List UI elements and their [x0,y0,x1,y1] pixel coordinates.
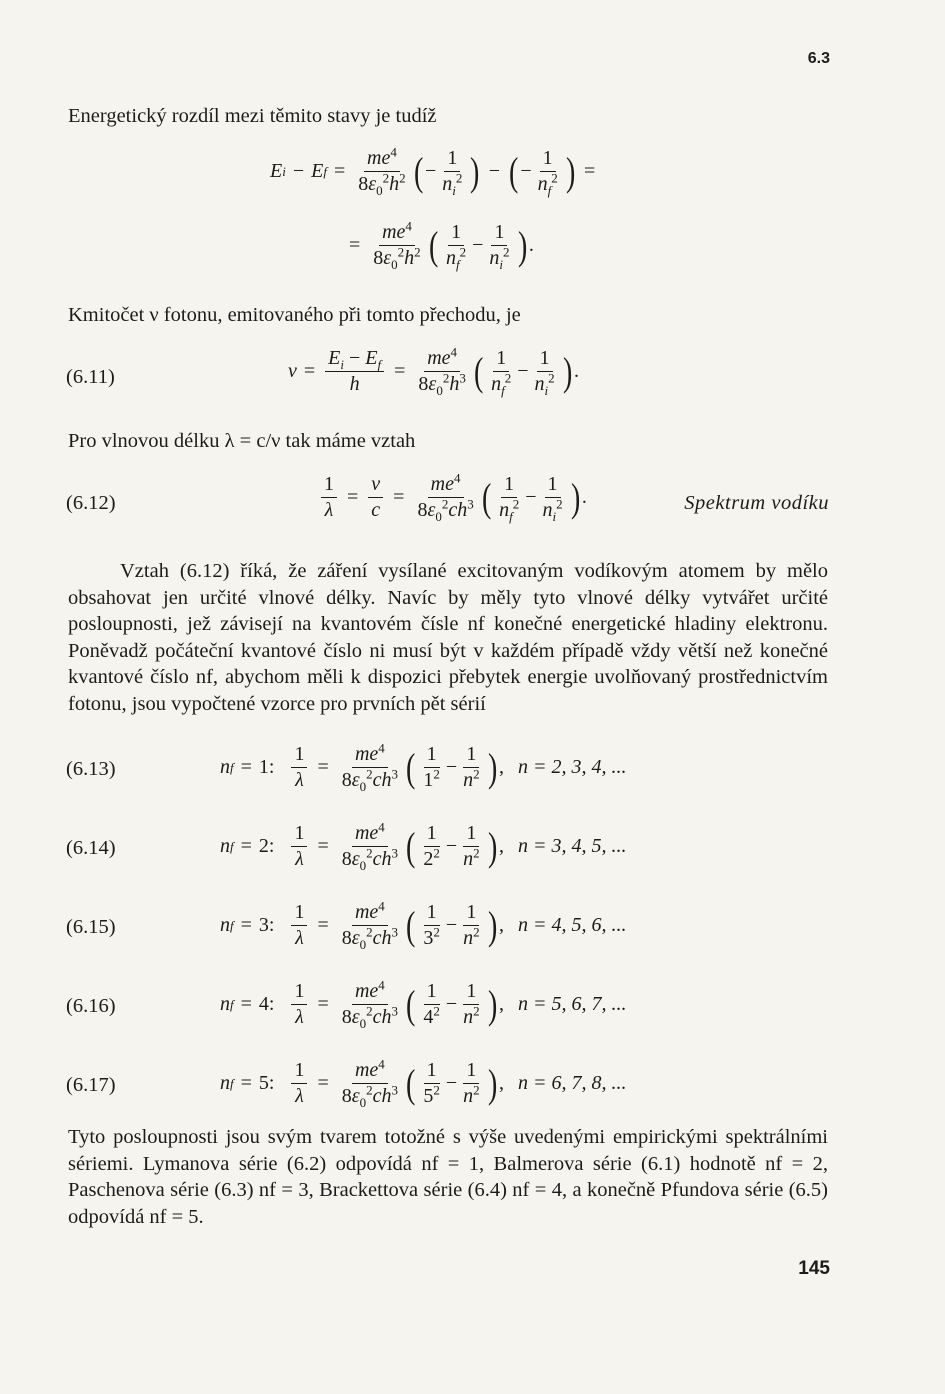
equation-6-11: ν = $\frac{E_i - E_f}{h}$ = $\frac{me^4}{8\varepsilon_0^2h^3}$ ( $\frac{1}{n_f^2}$ − $\frac{1}{n_i^2}$ ) . [288,344,579,398]
final-level-square: 1 [423,769,434,791]
page-number: 145 [798,1258,830,1279]
initial-level-range: n = 4, 5, 6, ... [517,914,627,936]
equation-number: (6.13) [66,758,116,780]
paragraph-conclusion: Tyto posloupnosti jsou svým tvarem totožné s výše uvedenými empirickými spektrálními sériemi. Lymanova série (6.2) odpovídá nf = 1, Balmerova série (6.1) hodnotě nf = 2, Paschenova série (6.3) nf = 3, Brackettova série (6.4) nf = 4, a konečně Pfundova série (6.5) odpovídá nf = 5. [68,1126,828,1228]
initial-level-range: n = 6, 7, 8, ... [517,1072,627,1094]
equation-number: (6.16) [66,995,116,1017]
series-equation: n f = 2 : $\frac{1}{\lambda}$ = $\frac{me^4}{8\varepsilon_0^2ch^3}$ ( $\frac{1}{2^2}$ − $\frac{1}{n^2}$ ) , n = 3, 4, 5, ... [220,819,627,873]
paragraph-energy-difference: Energetický rozdíl mezi těmito stavy je tudíž [68,105,437,127]
final-level-square: 4 [423,1006,434,1028]
initial-level-range: n = 3, 4, 5, ... [517,835,627,857]
series-equation: n f = 1 : $\frac{1}{\lambda}$ = $\frac{me^4}{8\varepsilon_0^2ch^3}$ ( $\frac{1}{1^2}$ − $\frac{1}{n^2}$ ) , n = 2, 3, 4, ... [220,740,627,794]
paragraph-wavelength: Pro vlnovou délku λ = c/ν tak máme vztah [68,430,416,452]
initial-level-range: n = 5, 6, 7, ... [517,993,627,1015]
nf-value: 3 [258,914,269,936]
nf-value: 2 [258,835,269,857]
series-equation: n f = 3 : $\frac{1}{\lambda}$ = $\frac{me^4}{8\varepsilon_0^2ch^3}$ ( $\frac{1}{3^2}$ − $\frac{1}{n^2}$ ) , n = 4, 5, 6, ... [220,898,627,952]
nf-value: 5 [258,1072,269,1094]
equation-6-12: $\frac{1}{\lambda}$ = $\frac{\nu}{c}$ = $\frac{me^4}{8\varepsilon_0^2ch^3}$ ( $\frac{1}{n_f^2}$ − $\frac{1}{n_i^2}$ ) . [318,474,587,521]
final-level-square: 2 [423,848,434,870]
equation-energy-difference-line2: = $\frac{me^4}{8\varepsilon_0^2h^2}$ ( $\frac{1}{n_f^2}$ − $\frac{1}{n_i^2}$ ) . [349,218,534,272]
section-number: 6.3 [807,50,830,67]
nf-value: 1 [258,756,269,778]
nf-value: 4 [258,993,269,1015]
paragraph-frequency: Kmitočet ν fotonu, emitovaného při tomto přechodu, je [68,304,521,326]
margin-label-hydrogen-spectrum: Spektrum vodíku [684,492,829,514]
final-level-square: 5 [423,1085,434,1107]
equation-number-6-12: (6.12) [66,492,116,514]
series-equation: n f = 5 : $\frac{1}{\lambda}$ = $\frac{me^4}{8\varepsilon_0^2ch^3}$ ( $\frac{1}{5^2}$ − $\frac{1}{n^2}$ ) , n = 6, 7, 8, ... [220,1056,627,1110]
paragraph-series-explanation: Vztah (6.12) říká, že záření vysílané excitovaným vodíkovým atomem by mělo obsahovat jen určité vlnové délky. Navíc by měly tyto vlnové délky vytvářet určité posloupnosti, jež závisejí na kvantovém čísle nf konečné energetické hladiny elektronu. Poněvadž počáteční kvantové číslo ni musí být v každém případě vždy větší než konečné kvantové číslo nf, abychom měli k dispozici přebytek energie uvolňovaný prostřednictvím fotonu, jsou vypočtené vzorce pro prvních pět sérií [68,560,828,715]
equation-number: (6.14) [66,837,116,859]
equation-number: (6.15) [66,916,116,938]
series-equation: n f = 4 : $\frac{1}{\lambda}$ = $\frac{me^4}{8\varepsilon_0^2ch^3}$ ( $\frac{1}{4^2}$ − $\frac{1}{n^2}$ ) , n = 5, 6, 7, ... [220,977,627,1031]
final-level-square: 3 [423,927,434,949]
equation-number: (6.17) [66,1074,116,1096]
equation-number-6-11: (6.11) [66,366,115,388]
initial-level-range: n = 2, 3, 4, ... [517,756,627,778]
equation-energy-difference-line1: E i − E f = $\frac{me^4}{8\varepsilon_0^2h^2}$ ( − $\frac{1}{n_i^2}$ ) − ( − $\frac{1}{n_f^2}$ ) = [270,144,596,198]
